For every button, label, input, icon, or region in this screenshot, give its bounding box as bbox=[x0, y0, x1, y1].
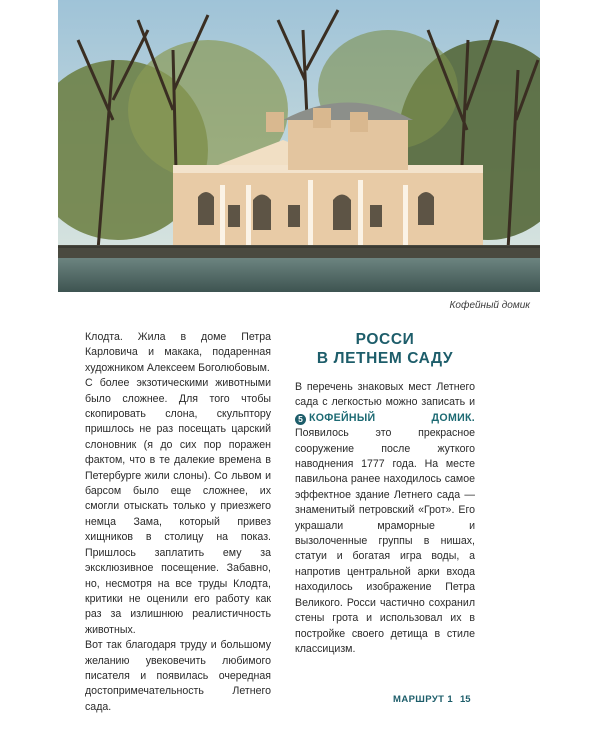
right-column bbox=[295, 330, 475, 657]
coffee-house-illustration bbox=[58, 0, 540, 292]
heading-line-2: В ЛЕТНЕМ САДУ bbox=[316, 350, 454, 367]
left-column bbox=[85, 330, 271, 715]
left-paragraph: С более экзотическими животными было сложнее. Для того чтобы скопировать слона, скульптору пришлось не раз посещать царский слоновник (я до сих пор поражен фактом, что в те далекие времена в Петербурге жили слоны). Со львом и барсом было еще сложнее, их смогли отыскать только у приезжего немца Зама, который привез хищников в столицу на показ. Пришлось заплатить ему за эксклюзивное посещение. Забавно, но, несмотря на все труды Клодта, критики не оценили его работу как раз за излишнюю реалистичность животных. bbox=[85, 377, 271, 636]
photo-caption: Кофейный домик bbox=[449, 300, 530, 311]
page-number: 15 bbox=[460, 694, 471, 705]
page-footer bbox=[0, 694, 600, 708]
coffee-house-photo bbox=[58, 0, 540, 292]
right-intro: В перечень знаковых мест Летнего сада с легкостью можно записать и bbox=[295, 381, 475, 409]
place-number-badge: 5 bbox=[295, 414, 306, 425]
left-paragraph: Вот так благодаря труду и большому желанию увековечить любимого писателя и появилась очередная достопримечательность Летнего сада. bbox=[85, 639, 271, 713]
left-paragraph: Клодта. Жила в доме Петра Карловича и макака, подаренная художником Алексеем Боголюбовым. bbox=[85, 331, 271, 374]
right-paragraph bbox=[295, 380, 475, 657]
section-heading bbox=[295, 330, 475, 368]
right-body: Появилось это прекрасное сооружение после жуткого наводнения 1777 года. На месте павильона ранее находилось самое эффектное здание Летнего сада — знаменитый петровский «Грот». Его украшали мраморные и вызолоченные группы в нишах, статуи и богатая игра воды, а напротив центральной арки входа находилось изображение Петра Великого. Росси частично сохранил стены грота и использовал их в постройке своего детища в стиле классицизм. bbox=[295, 427, 475, 655]
heading-line-1: РОССИ bbox=[355, 331, 415, 348]
route-label: МАРШРУТ 1 bbox=[393, 694, 454, 705]
place-highlight: КОФЕЙНЫЙ ДОМИК. bbox=[309, 411, 475, 424]
